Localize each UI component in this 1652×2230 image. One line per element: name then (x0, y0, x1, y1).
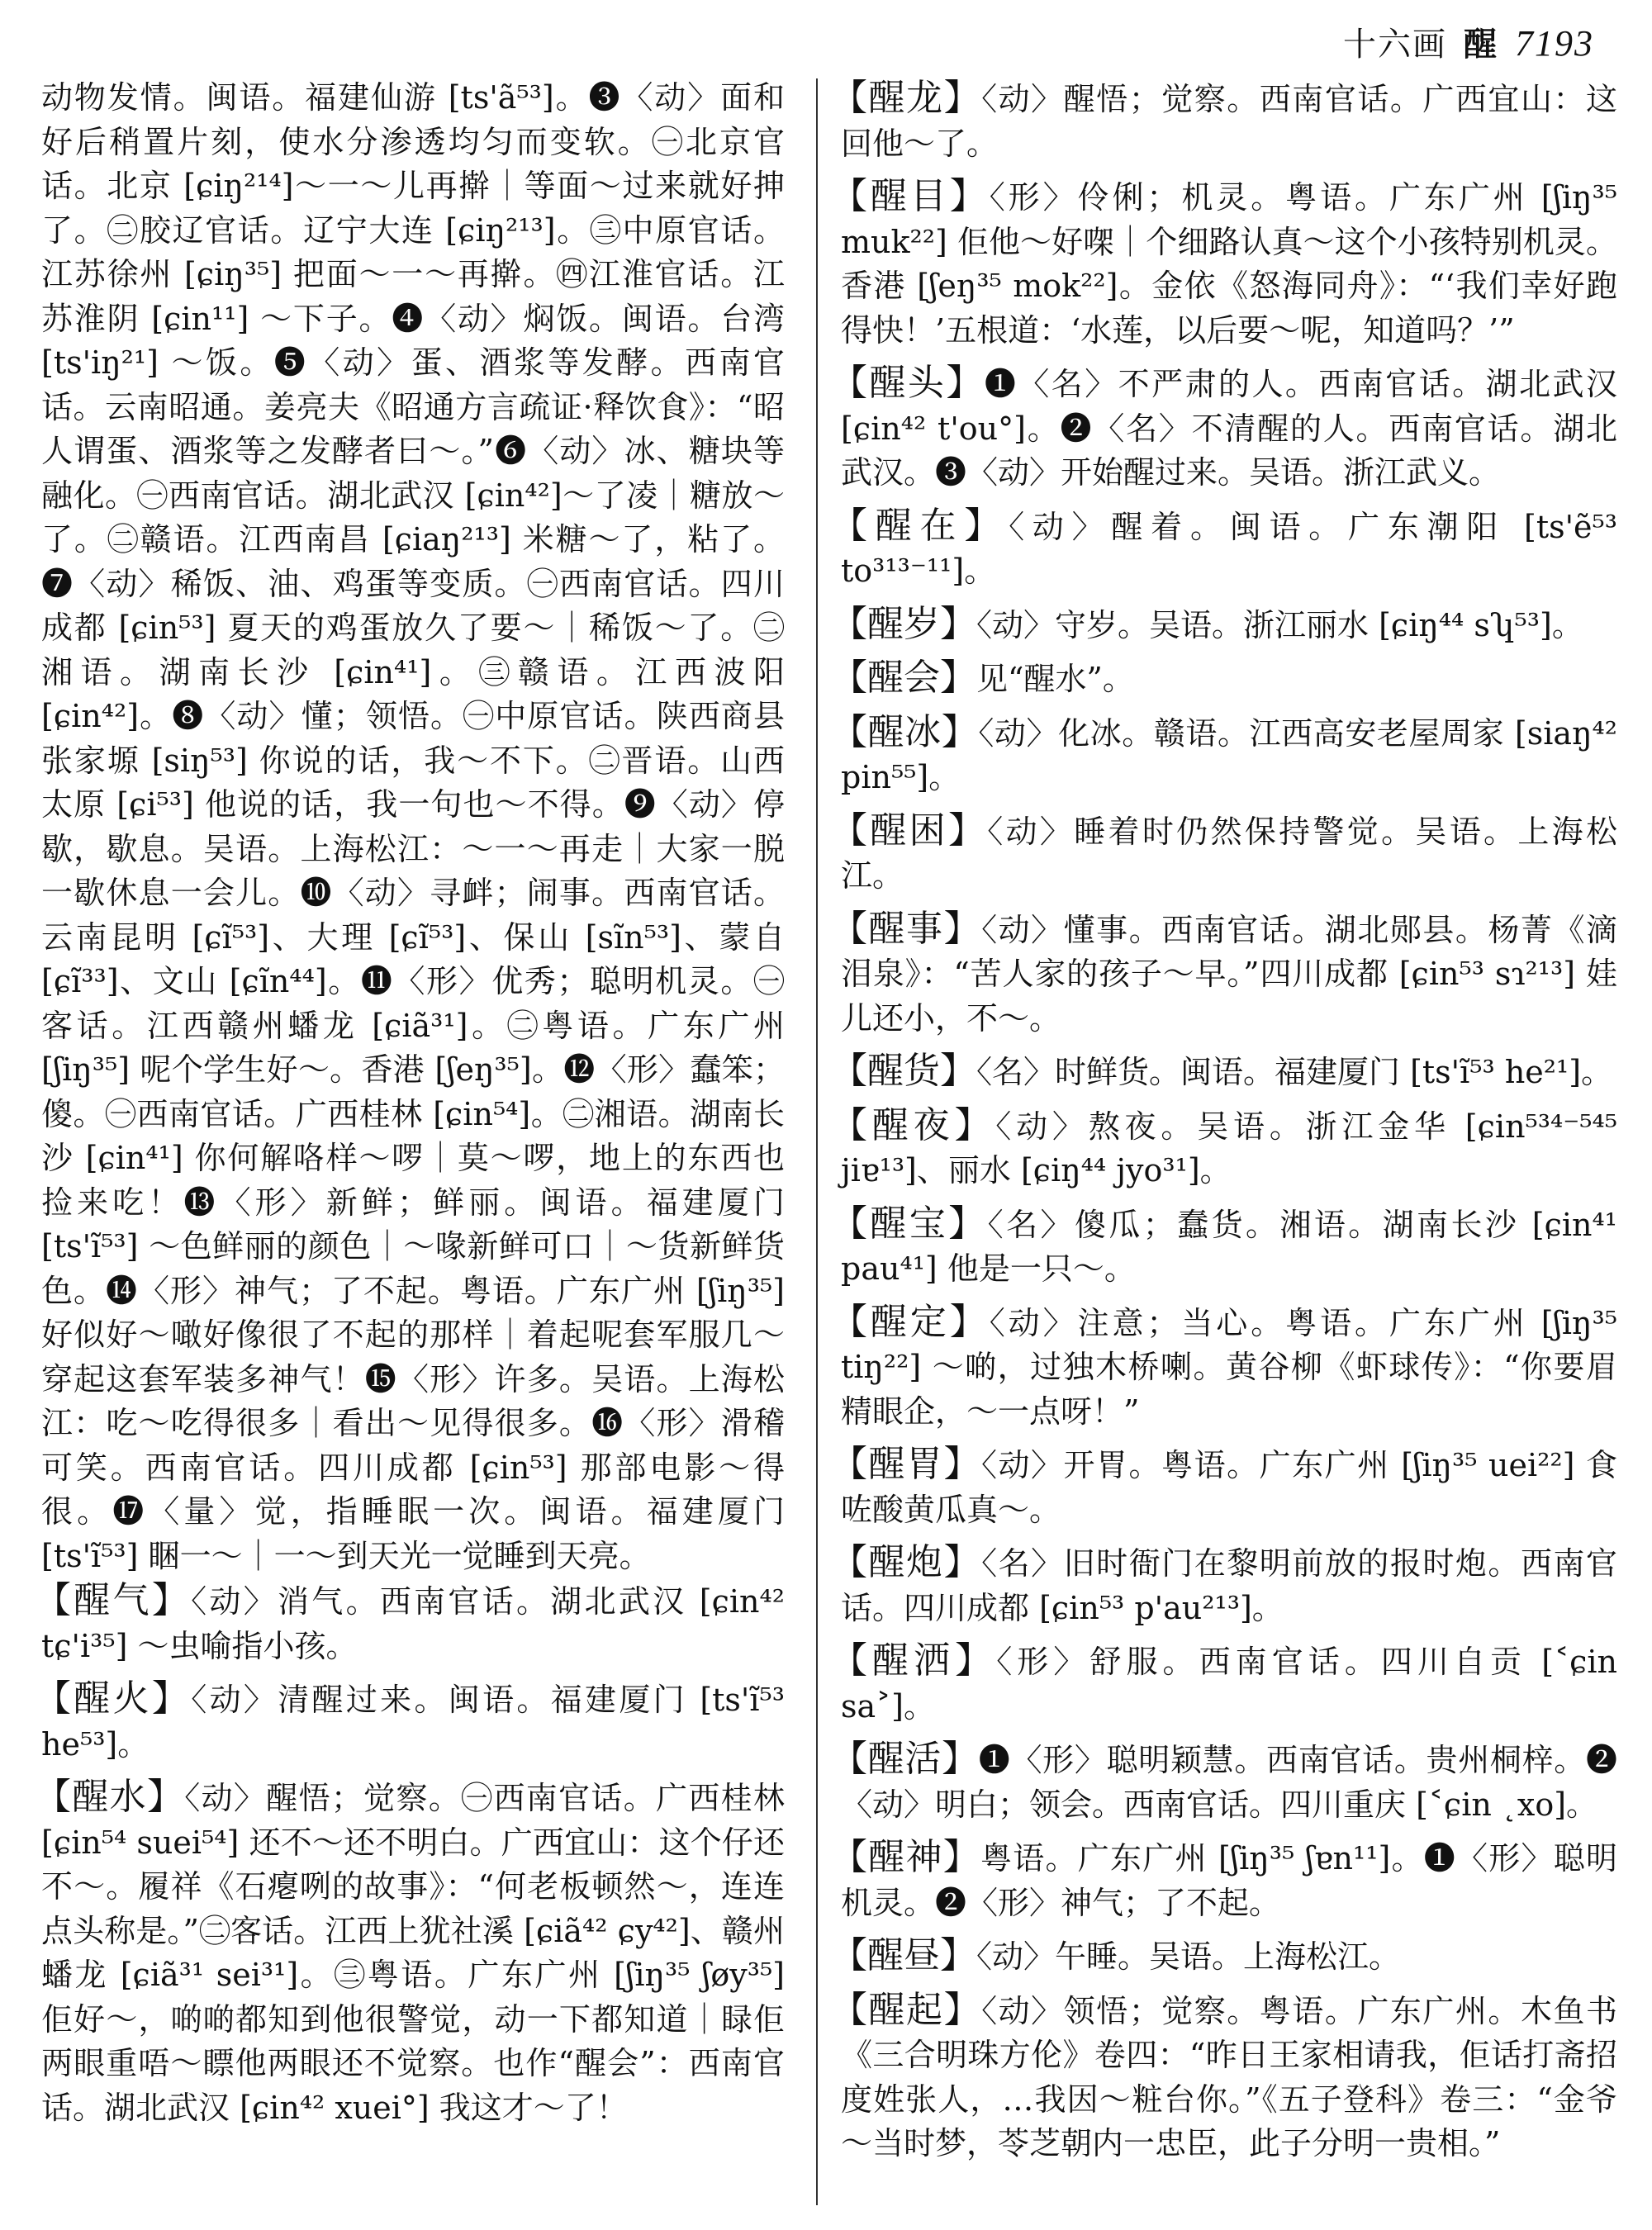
headword: 【醒气】 (35, 1579, 192, 1621)
section-label: 十六画 (1343, 26, 1447, 64)
headword: 【醒神】 (831, 1836, 980, 1878)
left-column (35, 76, 785, 2138)
definition: 〈动〉睡着时仍然保持警觉。吴语。上海松江。 (841, 813, 1617, 894)
continued-entry-text: 动物发情。闽语。福建仙游 [ts'ã⁵³]。❸〈动〉面和好后稍置片刻，使水分渗透均匀而变软。㊀北京官话。北京 [ɕiŋ²¹⁴]～一～儿再擀｜等面～过来就好抻了。㊁胶辽官话。辽宁大连 [ɕiŋ²¹³]。㊂中原官话。江苏徐州 [ɕiŋ³⁵] 把面～一～再擀。㊃江淮官话。江苏淮阴 [ɕin¹¹] ～下子。❹〈动〉焖饭。闽语。台湾 [ts'iŋ²¹] ～饭。❺〈动〉蛋、酒浆等发酵。西南官话。云南昭通。姜亮夫《昭通方言疏证·释饮食》：“昭人谓蛋、酒浆等之发酵者曰～。”❻〈动〉冰、糖块等融化。㊀西南官话。湖北武汉 [ɕin⁴²]～了凌｜糖放～了。㊁赣语。江西南昌 [ɕiaŋ²¹³] 米糖～了，粘了。❼〈动〉稀饭、油、鸡蛋等变质。㊀西南官话。四川成都 [ɕin⁵³] 夏天的鸡蛋放久了要～｜稀饭～了。㊁湘语。湖南长沙 [ɕin⁴¹]。㊂赣语。江西波阳 [ɕin⁴²]。❽〈动〉懂；领悟。㊀中原官话。陕西商县张家塬 [siŋ⁵³] 你说的话，我～不下。㊁晋语。山西太原 [ɕi⁵³] 他说的话，我一句也～不得。❾〈动〉停歇，歇息。吴语。上海松江：～一～再走｜大家一脱一歇休息一会儿。❿〈动〉寻衅；闹事。西南官话。云南昆明 [ɕĩ⁵³]、大理 [ɕĩ⁵³]、保山 [sĩn⁵³]、蒙自 [ɕĩ³³]、文山 [ɕĩn⁴⁴]。⓫〈形〉优秀；聪明机灵。㊀客话。江西赣州蟠龙 [ɕiã³¹]。㊁粤语。广东广州 [ʃiŋ³⁵] 呢个学生好～。香港 [ʃeŋ³⁵]。⓬〈形〉蠢笨；傻。㊀西南官话。广西桂林 [ɕin⁵⁴]。㊁湘语。湖南长沙 [ɕin⁴¹] 你何解咯样～啰｜莫～啰，地上的东西也捡来吃！⓭〈形〉新鲜；鲜丽。闽语。福建厦门 [ts'ĩ⁵³] ～色鲜丽的颜色｜～喙新鲜可口｜～货新鲜货色。⓮〈形〉神气；了不起。粤语。广东广州 [ʃiŋ³⁵] 好似好～噉好像很了不起的那样｜着起呢套军服几～穿起这套军装多神气！⓯〈形〉许多。吴语。上海松江：吃～吃得很多｜看出～见得很多。⓰〈形〉滑稽可笑。西南官话。四川成都 [ɕin⁵³] 那部电影～得很。⓱〈量〉觉，指睡眠一次。闽语。福建厦门 [ts'ĩ⁵³] 睏一～｜一～到天光一觉睡到天亮。 (41, 79, 785, 1574)
definition: 〈动〉懂事。西南官话。湖北郧县。杨菁《滴泪泉》：“苦人家的孩子～早。”四川成都 [ɕin⁵³ sɿ²¹³] 娃儿还小，不～。 (841, 911, 1617, 1037)
definition: 〈形〉舒服。西南官话。四川自贡 [˂ɕin sa˃]。 (841, 1644, 1617, 1725)
headword: 【醒头】 (831, 362, 985, 404)
dictionary-entry (831, 1202, 1617, 1292)
definition: 〈名〉时鲜货。闽语。福建厦门 [ts'ĩ⁵³ he²¹]。 (976, 1054, 1613, 1090)
definition: 〈动〉醒悟；觉察。㊀西南官话。广西桂林 [ɕin⁵⁴ suei⁵⁴] 还不～还不明白。广西宜山：这个仔还不～。履祥《石瘪咧的故事》：“何老板顿然～，连连点头称是。”㊁客话。江西上犹社溪 [ɕiã⁴² ɕy⁴²]、赣州蟠龙 [ɕiã³¹ sei³¹]。㊂粤语。广东广州 [ʃiŋ³⁵ ʃøy³⁵] 佢好～，啲啲都知到他很警觉，动一下都知道｜睩佢两眼重唔～瞟他两眼还不觉察。也作“醒会”：西南官话。湖北武汉 [ɕin⁴² xuei°] 我这才～了！ (41, 1780, 785, 2126)
dictionary-entry (831, 1835, 1618, 1925)
page-header (1343, 18, 1594, 65)
definition: 〈动〉开胃。粤语。广东广州 [ʃiŋ³⁵ uei²²] 食咗酸黄瓜真～。 (841, 1447, 1618, 1528)
headword: 【醒宝】 (831, 1202, 988, 1245)
dictionary-entry (831, 361, 1617, 496)
headword: 【醒困】 (831, 809, 988, 852)
dictionary-entry (831, 174, 1617, 353)
definition: 〈动〉守岁。吴语。浙江丽水 [ɕiŋ⁴⁴ sʮ⁵³]。 (976, 606, 1583, 643)
headword: 【醒起】 (831, 1988, 982, 2031)
column-divider (816, 78, 818, 2205)
headword: 【醒在】 (831, 504, 1009, 547)
section-char: 醒 (1464, 25, 1498, 64)
definition: 〈名〉傻瓜；蠢货。湘语。湖南长沙 [ɕin⁴¹ pau⁴¹] 他是一只～。 (841, 1206, 1617, 1287)
definition: ❶〈名〉不严肃的人。西南官话。湖北武汉 [ɕin⁴² t'ou°]。❷〈名〉不清醒的人。西南官话。湖北武汉。❸〈动〉开始醒过来。吴语。浙江武义。 (841, 366, 1617, 491)
dictionary-entry (831, 1300, 1617, 1435)
dictionary-entry (831, 1540, 1617, 1630)
definition: 见“醒水”。 (976, 661, 1134, 697)
headword: 【醒货】 (831, 1050, 976, 1092)
headword: 【醒龙】 (831, 77, 982, 119)
headword: 【醒水】 (35, 1776, 185, 1818)
headword: 【醒活】 (831, 1738, 979, 1780)
entry-xingqi (35, 1578, 785, 1668)
headword: 【醒昼】 (831, 1934, 976, 1976)
headword: 【醒炮】 (831, 1541, 982, 1583)
dictionary-entry (831, 1639, 1617, 1729)
definition: 〈动〉消气。西南官话。湖北武汉 [ɕin⁴² tɕ'i³⁵] ～虫喻指小孩。 (41, 1583, 785, 1664)
headword: 【醒事】 (831, 907, 982, 950)
dictionary-entry (831, 656, 1617, 702)
dictionary-entry (831, 809, 1617, 899)
definition: 〈动〉午睡。吴语。上海松江。 (976, 1938, 1401, 1975)
definition: ❶〈形〉聪明颖慧。西南官话。贵州桐梓。❷〈动〉明白；领会。西南官话。四川重庆 [˂ɕin ˛xo]。 (841, 1742, 1617, 1823)
definition: 〈动〉注意；当心。粤语。广东广州 [ʃiŋ³⁵ tiŋ²²] ～啲，过独木桥喇。黄谷柳《虾球传》：“你要眉精眼企，～一点呀！” (841, 1304, 1617, 1430)
entry-xinghuo (35, 1677, 785, 1767)
dictionary-entry (831, 1103, 1618, 1193)
definition: 〈动〉清醒过来。闽语。福建厦门 [ts'ĩ⁵³ he⁵³]。 (41, 1682, 785, 1763)
definition: 〈动〉熬夜。吴语。浙江金华 [ɕin⁵³⁴⁻⁵⁴⁵ jiɐ¹³]、丽水 [ɕiŋ⁴⁴ jyo³¹]。 (841, 1108, 1618, 1189)
definition: 〈动〉领悟；觉察。粤语。广东广州。木鱼书《三合明珠方伦》卷四：“昨日王家相请我，佢话打斋招度姓张人，…我因～粧台你。”《五子登科》卷三：“金爷～当时梦，苓芝朝内一忠臣，此子分明一贵相。” (841, 1992, 1617, 2161)
headword: 【醒会】 (831, 657, 976, 699)
page-number: 7193 (1515, 23, 1594, 64)
dictionary-entry (831, 1442, 1618, 1532)
dictionary-entry (831, 504, 1617, 594)
headword: 【醒冰】 (831, 710, 979, 753)
definition: 〈动〉化冰。赣语。江西高安老屋周家 [siaŋ⁴² pin⁵⁵]。 (841, 714, 1618, 795)
definition: 〈名〉旧时衙门在黎明前放的报时炮。西南官话。四川成都 [ɕin⁵³ p'au²¹³]。 (841, 1545, 1617, 1626)
definition: 〈形〉伶俐；机灵。粤语。广东广州 [ʃiŋ³⁵ muk²²] 佢他～好㗎｜个细路认真～这个小孩特别机灵。香港 [ʃeŋ³⁵ mok²²]。金依《怒海同舟》：“‘我们幸好跑得快！’五根道：‘水莲，以后要～呢，知道吗？’” (841, 179, 1617, 349)
headword: 【醒胃】 (831, 1443, 982, 1485)
dictionary-entry (831, 602, 1617, 648)
dictionary-entry (831, 907, 1617, 1041)
headword: 【醒岁】 (831, 602, 976, 645)
dictionary-entry (831, 1049, 1617, 1095)
definition: 〈动〉醒着。闽语。广东潮阳 [ts'ẽ⁵³ to³¹³⁻¹¹]。 (841, 508, 1617, 589)
definition: 粤语。广东广州 [ʃiŋ³⁵ ʃɐn¹¹]。❶〈形〉聪明机灵。❷〈形〉神气；了不起。 (841, 1840, 1618, 1921)
dictionary-entry (831, 76, 1617, 166)
headword: 【醒洒】 (831, 1639, 997, 1682)
entry-xingshui (35, 1775, 785, 2130)
dictionary-entry (831, 1988, 1617, 2166)
headword: 【醒火】 (35, 1677, 192, 1720)
dictionary-entry (831, 1737, 1617, 1827)
headword: 【醒夜】 (831, 1103, 996, 1146)
definition: 〈动〉醒悟；觉察。西南官话。广西宜山：这回他～了。 (841, 81, 1617, 162)
dictionary-entry (831, 1933, 1617, 1980)
headword: 【醒目】 (831, 175, 990, 217)
right-column (831, 76, 1618, 2175)
headword: 【醒定】 (831, 1300, 990, 1343)
dictionary-entry (831, 710, 1618, 800)
